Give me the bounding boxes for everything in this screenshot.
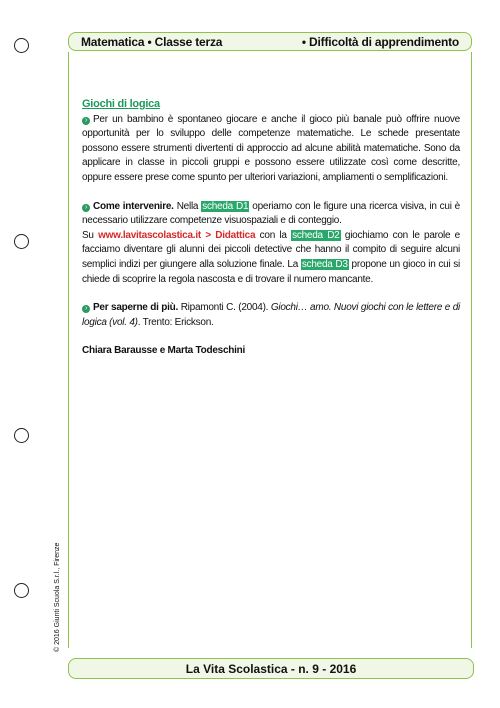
text-run: Nella — [173, 200, 202, 212]
text-run: operiamo con le figure una ricerca visiva, in cui è necessario utilizzare competenze visuospaziali e di conteggio. — [82, 200, 460, 227]
page-header — [68, 32, 472, 51]
text-run: giochiamo con le parole e facciamo diventare gli alunni dei piccoli detective che hanno il compito di seguire alcuni semplici indizi per giungere alla soluzione finale. La — [82, 229, 460, 270]
arrow-bullet-icon: › — [82, 305, 90, 313]
page-footer — [68, 658, 474, 679]
copyright-notice: © 2016 Giunti Scuola S.r.l., Firenze — [54, 542, 61, 652]
intro-paragraph — [82, 113, 460, 186]
text-run: Ripamonti C. (2004). — [178, 302, 271, 314]
binder-hole-2 — [14, 234, 29, 249]
intervention-lead: Come intervenire. — [93, 200, 174, 212]
authors-signature: Chiara Barausse e Marta Todeschini — [82, 345, 246, 357]
arrow-bullet-icon: › — [82, 204, 90, 212]
scheda-d2-label: scheda D2 — [292, 229, 340, 241]
references-paragraph — [82, 301, 460, 330]
book-title: Giochi… amo. Nuovi giochi con le lettere e di logica (vol. 4) — [82, 302, 460, 328]
website-link[interactable]: www.lavitascolastica.it > Didattica — [98, 229, 256, 241]
text-run: propone un gioco in cui si chiede di scoprire la regola nascosta e di trovare il numero mancante. — [82, 258, 460, 285]
intervention-paragraph — [82, 200, 460, 288]
header-topic: • Difficoltà di apprendimento — [301, 34, 459, 49]
text-run: . Trento: Erickson. — [137, 316, 214, 328]
article-title: Giochi di logica — [82, 98, 160, 110]
scheda-d3-label: scheda D3 — [301, 258, 348, 270]
footer-text: La Vita Scolastica - n. 9 - 2016 — [185, 661, 357, 676]
article — [82, 97, 460, 373]
text-run: Su — [82, 229, 99, 241]
scheda-d1-label: scheda D1 — [202, 200, 249, 212]
header-subject: Matematica • Classe terza — [81, 34, 223, 49]
arrow-bullet-icon: › — [82, 117, 90, 125]
text-run: con la — [255, 229, 292, 241]
intro-text: Per un bambino è spontaneo giocare e anche il gioco più banale può offrire nuove opportunità per lo sviluppo delle competenze matematiche. Le schede presentate possono essere strumenti divertenti di approccio ad alcune abilità matematiche. Sono da applicare in classe in piccoli gruppi e possono essere utilizzate così come descritte, oppure essere prese come spunto per ulteriori variazioni, ampliamenti o semplificazioni. — [82, 113, 460, 183]
binder-hole-3 — [14, 428, 29, 443]
references-lead: Per saperne di più. — [93, 302, 179, 314]
binder-hole-4 — [14, 583, 29, 598]
binder-hole-1 — [14, 38, 29, 53]
